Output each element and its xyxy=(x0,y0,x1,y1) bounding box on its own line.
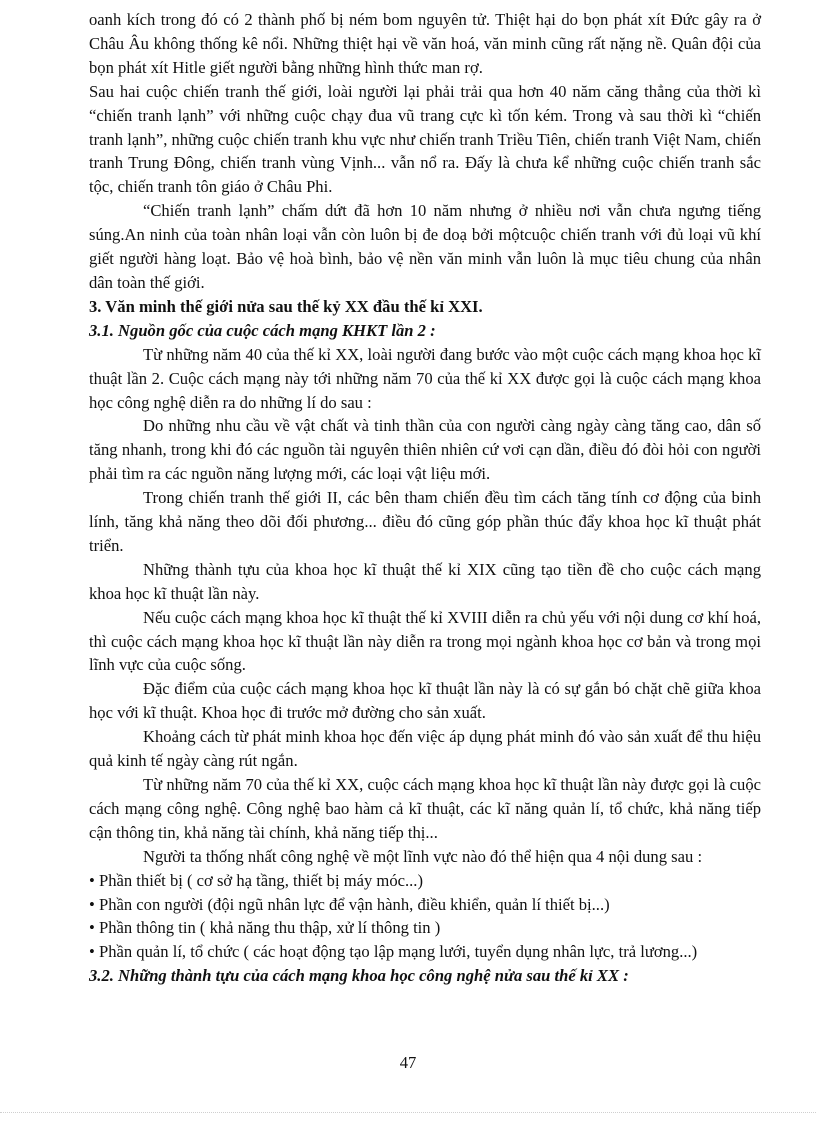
paragraph-ww2: Trong chiến tranh thế giới II, các bên tham chiến đều tìm cách tăng tính cơ động của binh lính, tăng khả năng theo dõi đối phương... điều đó cũng góp phần thúc đẩy khoa học kĩ thuật phát triển. xyxy=(89,488,761,555)
paragraph-origin: Từ những năm 40 của thế kỉ XX, loài người đang bước vào một cuộc cách mạng khoa học kĩ thuật lần 2. Cuộc cách mạng này tới những năm 70 của thế kỉ XX được gọi là cuộc cách mạng khoa học công nghệ diễn ra do những lí do sau : xyxy=(89,344,761,412)
paragraph-four-contents: Người ta thống nhất công nghệ về một lĩnh vực nào đó thể hiện qua 4 nội dung sau : xyxy=(143,846,703,866)
bullet-mark: • xyxy=(89,918,95,938)
bullet-mark: • xyxy=(89,870,95,890)
paragraph-technology-revolution: Từ những năm 70 của thế kỉ XX, cuộc cách mạng khoa học kĩ thuật lần này được gọi là cuộc cách mạng công nghệ. Công nghệ bao hàm cả kĩ thuật, các kĩ năng quản lí, tổ chức, khả năng tiếp cận thông tin, khả năng tài chính, khả năng tiếp thị... xyxy=(89,775,761,842)
list-item xyxy=(89,869,761,893)
subsection-heading-3-1: 3.1. Nguồn gốc của cuộc cách mạng KHKT lần 2 : xyxy=(89,320,436,340)
bullet-mark: • xyxy=(89,894,95,914)
list-item xyxy=(89,940,761,964)
paragraph-distance: Khoảng cách từ phát minh khoa học đến việc áp dụng phát minh đó vào sản xuất để thu hiệu quả kinh tế ngày càng rút ngắn. xyxy=(89,727,761,771)
list-item-text: Phần quản lí, tổ chức ( các hoạt động tạo lập mạng lưới, tuyển dụng nhân lực, trả lương...) xyxy=(98,942,698,962)
page-number: 47 xyxy=(399,1053,417,1072)
paragraph-xviii-comparison: Nếu cuộc cách mạng khoa học kĩ thuật thế kỉ XVIII diễn ra chủ yếu với nội dung cơ khí hoá, thì cuộc cách mạng khoa học kĩ thuật lần này diễn ra trong mọi ngành khoa học cơ bản và trong mọi lĩnh vực của cuộc sống. xyxy=(89,607,761,675)
paragraph-intro-continuation: oanh kích trong đó có 2 thành phố bị ném bom nguyên tử. Thiệt hại do bọn phát xít Đức gây ra ở Châu Âu không thống kê nổi. Những thiệt hại về văn hoá, văn minh cũng rất nặng nề. Quân đội của bọn phát xít Hitle giết người bằng những hình thức man rợ. xyxy=(89,10,761,77)
document-page xyxy=(89,8,761,988)
paragraph-characteristics: Đặc điểm của cuộc cách mạng khoa học kĩ thuật lần này là có sự gắn bó chặt chẽ giữa khoa học với kĩ thuật. Khoa học đi trước mở đường cho sản xuất. xyxy=(89,679,761,723)
section-heading-3: 3. Văn minh thế giới nửa sau thế kỷ XX đầu thế kỉ XXI. xyxy=(89,296,483,316)
subsection-heading-3-2: 3.2. Những thành tựu của cách mạng khoa học công nghệ nửa sau thế kỉ XX : xyxy=(89,966,629,986)
bullet-list xyxy=(89,869,761,965)
list-item xyxy=(89,916,761,940)
bullet-mark: • xyxy=(89,942,95,962)
list-item xyxy=(89,893,761,917)
list-item-text: Phần thông tin ( khả năng thu thập, xử lí thông tin ) xyxy=(98,918,441,938)
paragraph-cold-war: Sau hai cuộc chiến tranh thế giới, loài người lại phải trải qua hơn 40 năm căng thẳng của thời kì “chiến tranh lạnh” với những cuộc chạy đua vũ trang cực kì tốn kém. Trong và sau thời kì “chiến tranh lạnh”, những cuộc chiến tranh khu vực như chiến tranh Triều Tiên, chiến tranh Việt Nam, chiến tranh Trung Đông, chiến tranh vùng Vịnh... vẫn nổ ra. Đấy là chưa kể những cuộc chiến tranh sắc tộc, chiến tranh tôn giáo ở Châu Phi. xyxy=(89,81,761,197)
list-item-text: Phần thiết bị ( cơ sở hạ tầng, thiết bị máy móc...) xyxy=(98,870,423,890)
page-bottom-divider xyxy=(0,1112,816,1113)
paragraph-cold-war-end: “Chiến tranh lạnh” chấm dứt đã hơn 10 năm nhưng ở nhiều nơi vẫn chưa ngưng tiếng súng.An ninh của toàn nhân loại vẫn còn luôn bị đe doạ bởi mộtcuộc chiến tranh với đủ loại vũ khí giết người hàng loạt. Bảo vệ hoà bình, bảo vệ nền văn minh vẫn luôn là mục tiêu chung của nhân dân toàn thế giới. xyxy=(89,201,761,292)
paragraph-needs: Do những nhu cầu về vật chất và tinh thần của con người càng ngày càng tăng cao, dân số tăng nhanh, trong khi đó các nguồn tài nguyên thiên nhiên cứ vơi cạn dần, điều đó đòi hỏi con người phải tìm ra các nguồn năng lượng mới, các loại vật liệu mới. xyxy=(89,416,761,484)
list-item-text: Phần con người (đội ngũ nhân lực để vận hành, điều khiển, quản lí thiết bị...) xyxy=(98,894,610,914)
paragraph-xix-achievements: Những thành tựu của khoa học kĩ thuật thế kỉ XIX cũng tạo tiền đề cho cuộc cách mạng khoa học kĩ thuật lần này. xyxy=(89,559,761,603)
